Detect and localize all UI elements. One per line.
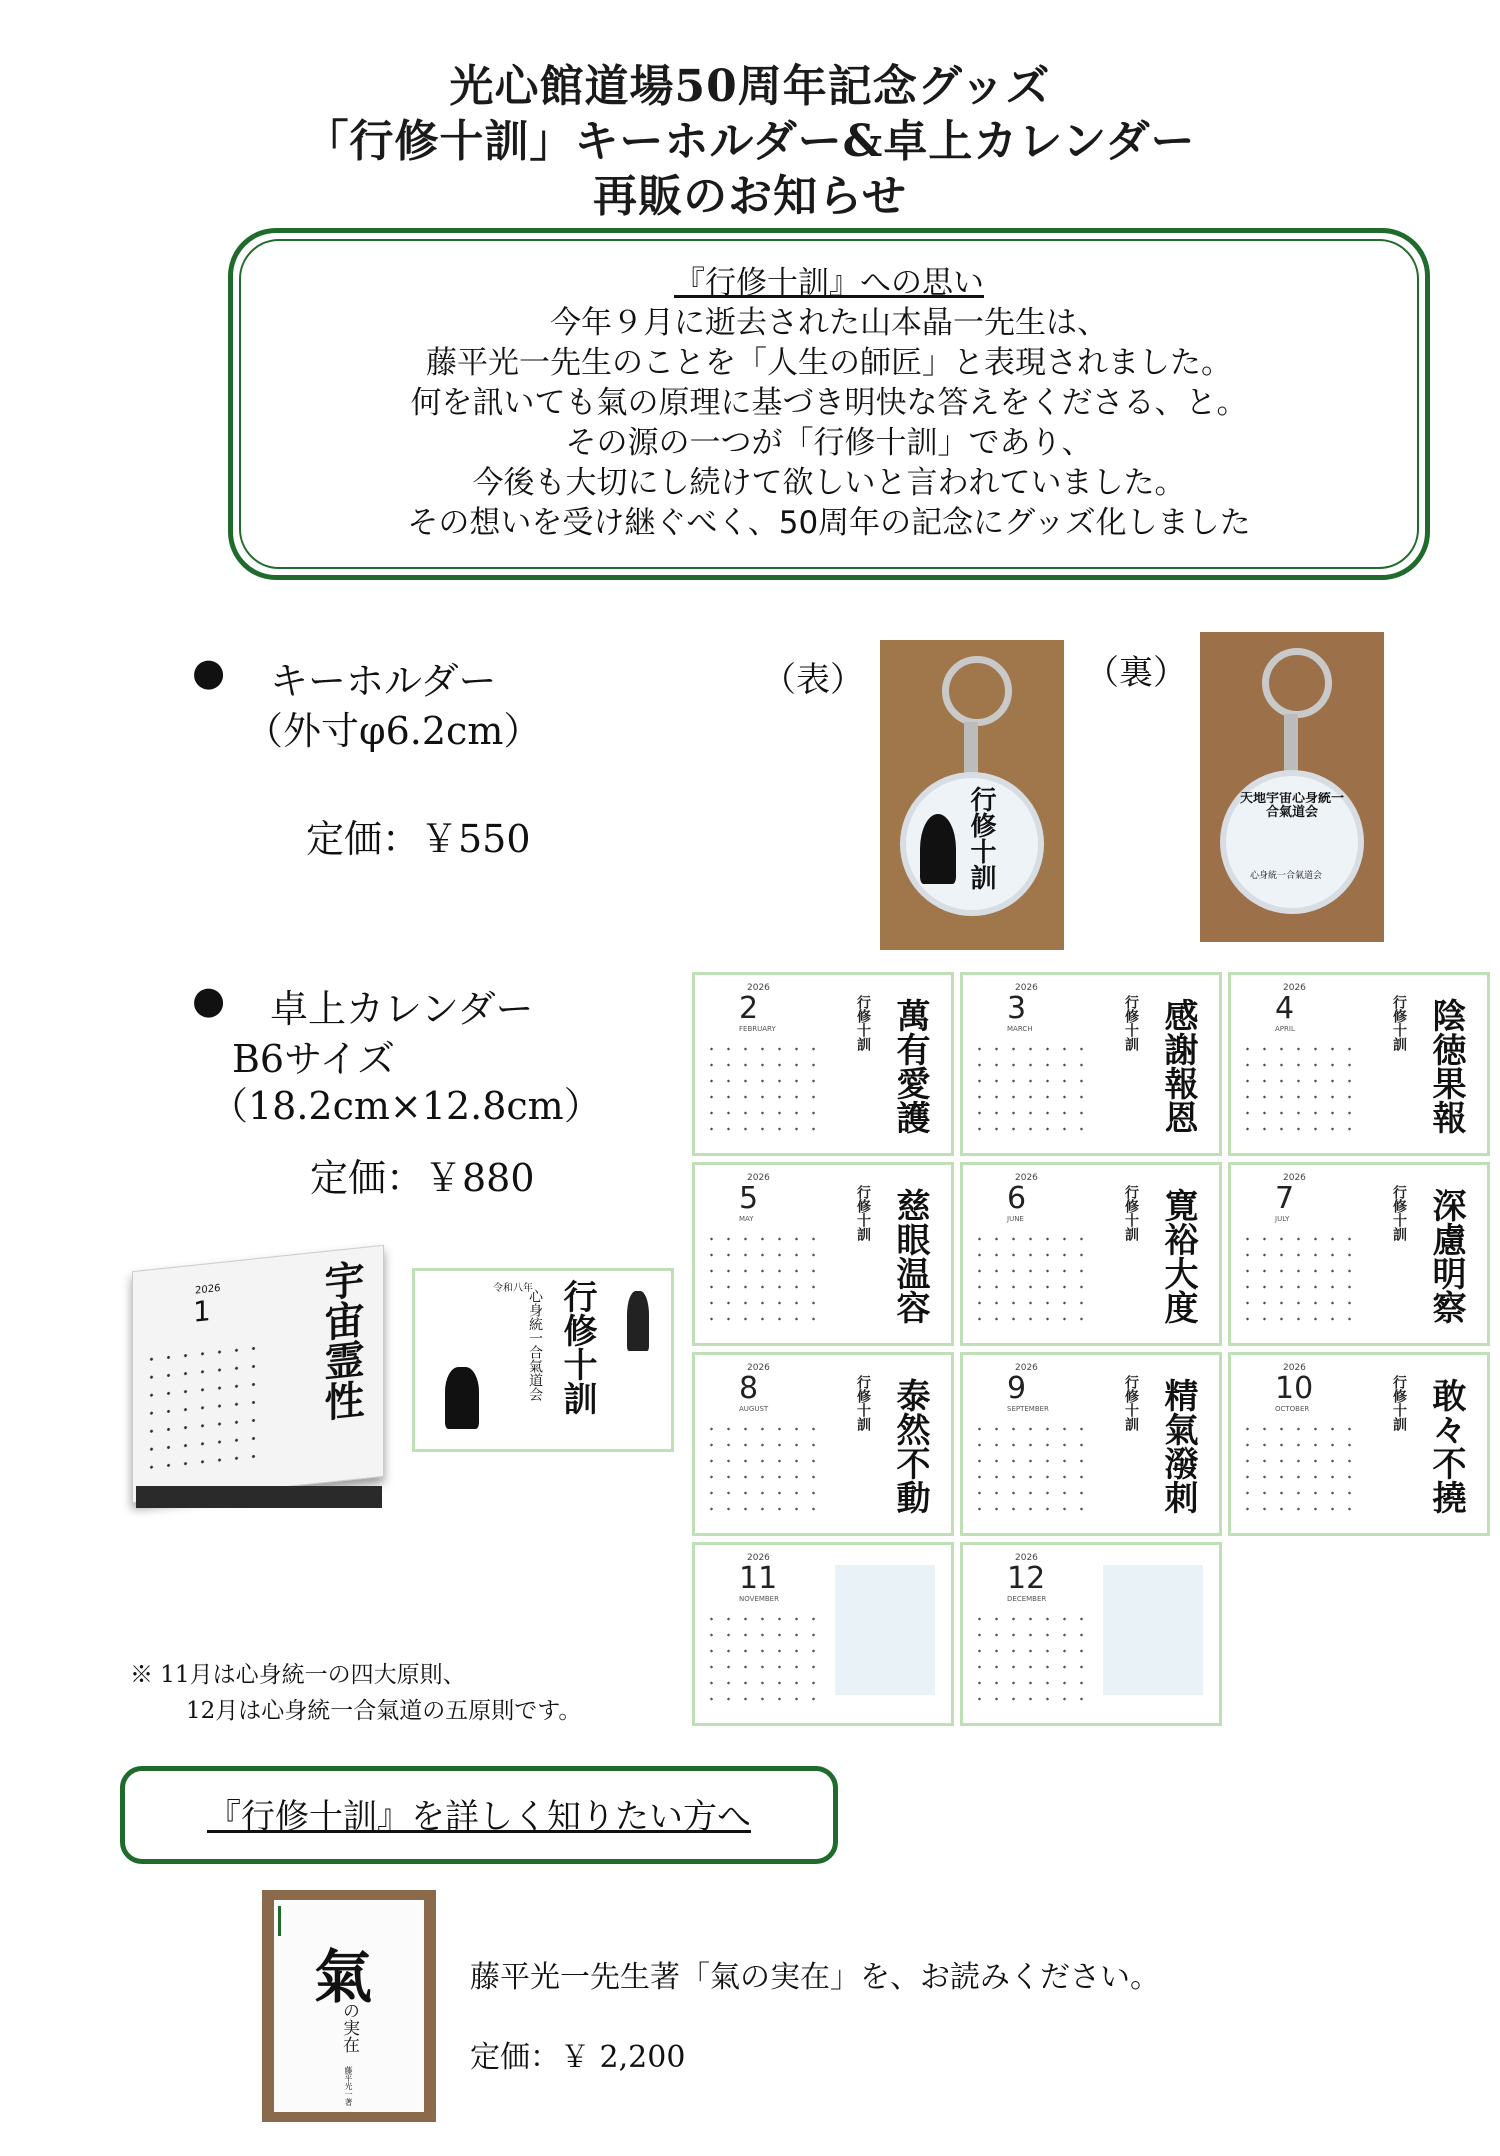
cal-month-number: 9 (1007, 1371, 1027, 1406)
book-cover-big: 氣 (314, 1943, 373, 2011)
cal-year: 2026 (747, 1553, 770, 1563)
cal-month-number: 12 (1007, 1561, 1046, 1596)
cal-month-number: 11 (739, 1561, 778, 1596)
desk-calendar-grid (143, 1339, 261, 1471)
cal-month-number: 4 (1275, 991, 1295, 1026)
cal-date-grid (703, 1041, 821, 1141)
keyholder-bullet: ● (192, 650, 226, 694)
cal-date-grid (1239, 1041, 1357, 1141)
cal-date-grid (703, 1231, 821, 1331)
cal-month-name: MARCH (1007, 1025, 1033, 1033)
cal-sub-label: 行修十訓 (855, 995, 871, 1051)
title-line-3: 再販のお知らせ (593, 171, 907, 222)
keyholder-back-footer: 心身統一合氣道会 (1249, 871, 1322, 881)
calendar-bullet: ● (192, 978, 226, 1022)
cal-sub-label: 行修十訓 (1123, 1375, 1139, 1431)
cal-kanji: 陰徳果報 (1426, 998, 1466, 1134)
keyholder-front-text: 行修十訓 (966, 786, 996, 890)
cover-card-org: 心身統一合氣道会 (527, 1289, 543, 1401)
keyholder-front-photo (880, 640, 1064, 950)
desk-calendar-year: 2026 (195, 1282, 221, 1297)
desk-calendar-kanji: 宇宙霊性 (318, 1257, 365, 1423)
cover-card-top: 令和八年 (493, 1283, 533, 1294)
cal-year: 2026 (747, 1173, 770, 1183)
cal-sub-label: 行修十訓 (855, 1375, 871, 1431)
cal-date-grid (703, 1421, 821, 1521)
cal-kanji: 泰然不動 (890, 1378, 930, 1514)
cal-month-number: 2 (739, 991, 759, 1026)
book-photo (262, 1890, 436, 2122)
cal-kanji: 精氣潑刺 (1158, 1378, 1198, 1514)
cal-kanji: 寛裕大度 (1158, 1188, 1198, 1324)
keyholder-back-label: （裏） (1085, 653, 1187, 693)
cal-month-name: DECEMBER (1007, 1595, 1047, 1603)
calendar-page-feb (692, 972, 954, 1156)
cal-kanji: 深慮明察 (1426, 1188, 1466, 1324)
cal-year: 2026 (1015, 1553, 1038, 1563)
cal-date-grid (971, 1421, 1089, 1521)
keyholder-back-text: 天地宇宙心身統一合氣道会 (1239, 792, 1344, 820)
cal-month-name: FEBRUARY (739, 1025, 776, 1033)
book-spine-mark (278, 1906, 281, 1936)
cal-month-name: MAY (739, 1215, 754, 1223)
cal-year: 2026 (747, 1363, 770, 1373)
calendar-page-jun (960, 1162, 1222, 1346)
calendar-cover-card (412, 1268, 674, 1452)
aikido-figure-left-icon (445, 1367, 479, 1429)
keyholder-size: （外寸φ6.2cm） (245, 709, 542, 753)
cal-month-number: 3 (1007, 991, 1027, 1026)
message-line-1: 今年９月に逝去された山本晶一先生は、 (550, 305, 1108, 341)
cal-month-number: 10 (1275, 1371, 1314, 1406)
cover-card-kanji: 行修十訓 (557, 1279, 597, 1415)
cal-date-grid (1239, 1421, 1357, 1521)
cal-year: 2026 (1015, 983, 1038, 993)
keyholder-title: キーホルダー (270, 659, 497, 703)
message-line-5: 今後も大切にし続けて欲しいと言われていました。 (472, 465, 1186, 501)
cal-month-number: 8 (739, 1371, 759, 1406)
message-heading: 『行修十訓』への思い (674, 265, 984, 301)
cal-date-grid (1239, 1231, 1357, 1331)
cal-date-grid (971, 1041, 1089, 1141)
cal-date-grid (971, 1231, 1089, 1331)
message-line-4: その源の一つが「行修十訓」であり、 (565, 425, 1093, 461)
calendar-page-mar (960, 972, 1222, 1156)
cal-month-name: APRIL (1275, 1025, 1295, 1033)
calendar-page-aug (692, 1352, 954, 1536)
cal-date-grid (971, 1611, 1089, 1711)
message-line-6: その想いを受け継ぐべく、50周年の記念にグッズ化しました (407, 505, 1251, 541)
calendar-size-2: （18.2cm×12.8cm） (210, 1084, 602, 1128)
message-line-3: 何を訊いても氣の原理に基づき明快な答えをくださる、と。 (410, 385, 1248, 421)
cal-principles-text-block (1103, 1565, 1203, 1695)
book-cover (274, 1900, 424, 2112)
keyholder-back-disc (1220, 770, 1364, 914)
cal-sub-label: 行修十訓 (1391, 1185, 1407, 1241)
aikido-figure-icon (920, 814, 956, 884)
desk-calendar-photo (92, 1238, 382, 1518)
calendar-page-nov (692, 1542, 954, 1726)
keyholder-front-label: （表） (762, 660, 864, 700)
cal-sub-label: 行修十訓 (1391, 1375, 1407, 1431)
desk-calendar-page (132, 1245, 384, 1503)
calendar-page-dec (960, 1542, 1222, 1726)
calendar-page-jul (1228, 1162, 1490, 1346)
calendar-page-may (692, 1162, 954, 1346)
cal-month-name: SEPTEMBER (1007, 1405, 1049, 1413)
cal-month-name: JULY (1275, 1215, 1290, 1223)
message-line-2: 藤平光一先生のことを「人生の師匠」と表現されました。 (426, 345, 1232, 381)
cal-sub-label: 行修十訓 (1123, 995, 1139, 1051)
cal-sub-label: 行修十訓 (1391, 995, 1407, 1051)
title-line-2: 「行修十訓」キーホルダー&卓上カレンダー (304, 116, 1196, 167)
cal-year: 2026 (1283, 1173, 1306, 1183)
cal-principles-text-block (835, 1565, 935, 1695)
key-chain (1284, 714, 1298, 774)
aikido-figure-right-icon (627, 1291, 649, 1351)
cal-month-number: 6 (1007, 1181, 1027, 1216)
cal-month-name: NOVEMBER (739, 1595, 779, 1603)
cal-month-number: 5 (739, 1181, 759, 1216)
cal-kanji: 感謝報恩 (1158, 998, 1198, 1134)
cal-kanji: 慈眼温容 (890, 1188, 930, 1324)
keyholder-front-disc (900, 772, 1044, 916)
cal-year: 2026 (1015, 1173, 1038, 1183)
cal-kanji: 敢々不撓 (1426, 1378, 1466, 1514)
cal-year: 2026 (747, 983, 770, 993)
book-text: 藤平光一先生著「氣の実在」を、お読みください。 (470, 1960, 1160, 1995)
calendar-page-sep (960, 1352, 1222, 1536)
cal-sub-label: 行修十訓 (855, 1185, 871, 1241)
key-ring-icon (1262, 648, 1332, 718)
keyholder-back-photo (1200, 632, 1384, 942)
calendar-size-1: B6サイズ (232, 1037, 396, 1081)
title-line-1: 光心館道場50周年記念グッズ (449, 61, 1051, 112)
calendar-price: 定価：￥880 (310, 1156, 535, 1200)
book-heading: 『行修十訓』を詳しく知りたい方へ (207, 1797, 751, 1837)
calendar-note-2: 12月は心身統一合氣道の五原則です。 (186, 1698, 582, 1724)
cal-kanji: 萬有愛護 (890, 998, 930, 1134)
cal-year: 2026 (1283, 1363, 1306, 1373)
cal-year: 2026 (1283, 983, 1306, 993)
book-price: 定価：￥ 2,200 (470, 2040, 686, 2075)
cal-year: 2026 (1015, 1363, 1038, 1373)
book-cover-title: の実在 (339, 2002, 359, 2053)
message-box (228, 228, 1430, 580)
cal-month-name: AUGUST (739, 1405, 769, 1413)
cal-month-name: OCTOBER (1275, 1405, 1310, 1413)
desk-calendar-month: 1 (193, 1293, 211, 1329)
calendar-page-apr (1228, 972, 1490, 1156)
cal-sub-label: 行修十訓 (1123, 1185, 1139, 1241)
desk-calendar-stand (136, 1486, 382, 1508)
calendar-note-1: ※ 11月は心身統一の四大原則、 (130, 1662, 466, 1688)
calendar-title: 卓上カレンダー (270, 987, 534, 1031)
key-ring-icon (942, 656, 1012, 726)
cal-month-number: 7 (1275, 1181, 1295, 1216)
cal-month-name: JUNE (1007, 1215, 1024, 1223)
calendar-page-oct (1228, 1352, 1490, 1536)
book-cover-author: 藤平光一著 (344, 2066, 353, 2106)
keyholder-price: 定価：￥550 (306, 817, 531, 861)
cal-date-grid (703, 1611, 821, 1711)
book-heading-box (120, 1766, 838, 1864)
